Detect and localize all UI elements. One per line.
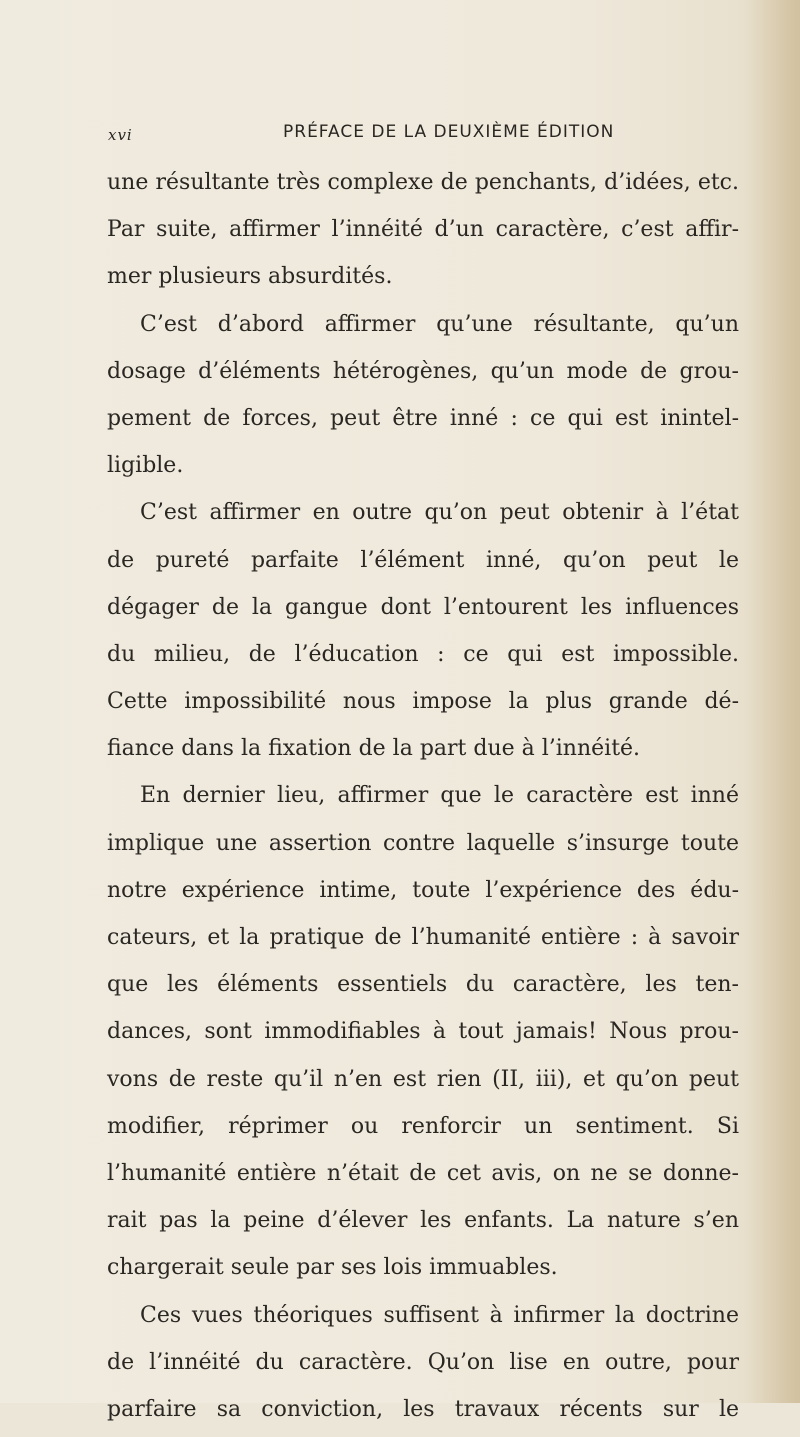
text-line: En dernier lieu, affirmer que le caractère est inné bbox=[140, 783, 739, 809]
text-line: dances, sont immodifiables à tout jamais! Nous prou- bbox=[107, 1019, 739, 1045]
text-line: dégager de la gangue dont l’entourent les influences bbox=[107, 594, 739, 620]
text-line: parfaire sa conviction, les travaux récents sur le bbox=[107, 1396, 739, 1422]
text-line: mer plusieurs absurdités. bbox=[107, 264, 393, 290]
text-line: C’est d’abord affirmer qu’une résultante, qu’un bbox=[140, 311, 739, 337]
text-line: implique une assertion contre laquelle s’insurge toute bbox=[107, 830, 739, 856]
text-line: l’humanité entière n’était de cet avis, on ne se donne- bbox=[107, 1160, 739, 1186]
text-line: Cette impossibilité nous impose la plus grande dé- bbox=[107, 689, 739, 715]
text-line: Ces vues théoriques suffisent à infirmer la doctrine bbox=[140, 1302, 739, 1328]
text-line: notre expérience intime, toute l’expérience des édu- bbox=[107, 877, 739, 903]
text-line: une résultante très complexe de penchants, d’idées, etc. bbox=[107, 170, 739, 195]
text-line: Par suite, affirmer l’innéité d’un caractère, c’est affir- bbox=[107, 217, 739, 243]
text-line: modifier, réprimer ou renforcir un sentiment. Si bbox=[107, 1113, 739, 1139]
text-line: dosage d’éléments hétérogènes, qu’un mode de grou- bbox=[107, 358, 739, 384]
body-text bbox=[107, 163, 739, 1437]
text-line: de l’innéité du caractère. Qu’on lise en outre, pour bbox=[107, 1349, 739, 1375]
text-line: que les éléments essentiels du caractère, les ten- bbox=[107, 972, 739, 998]
text-line: cateurs, et la pratique de l’humanité entière : à savoir bbox=[107, 925, 739, 950]
text-line: ligible. bbox=[107, 453, 184, 479]
running-title: PRÉFACE DE LA DEUXIÈME ÉDITION bbox=[283, 122, 615, 142]
text-line: de pureté parfaite l’élément inné, qu’on peut le bbox=[107, 547, 739, 573]
text-line: vons de reste qu’il n’en est rien (II, iii), et qu’on peut bbox=[107, 1066, 739, 1092]
text-line: chargerait seule par ses lois immuables. bbox=[107, 1255, 558, 1281]
text-line: pement de forces, peut être inné : ce qui est inintel- bbox=[107, 405, 739, 431]
text-line: C’est affirmer en outre qu’on peut obtenir à l’état bbox=[140, 500, 739, 526]
text-line: du milieu, de l’éducation : ce qui est impossible. bbox=[107, 641, 739, 667]
page-number: xvi bbox=[108, 126, 133, 144]
text-line: rait pas la peine d’élever les enfants. La nature s’en bbox=[107, 1208, 739, 1234]
running-head bbox=[108, 122, 728, 152]
text-line: fiance dans la fixation de la part due à l’innéité. bbox=[107, 736, 641, 762]
